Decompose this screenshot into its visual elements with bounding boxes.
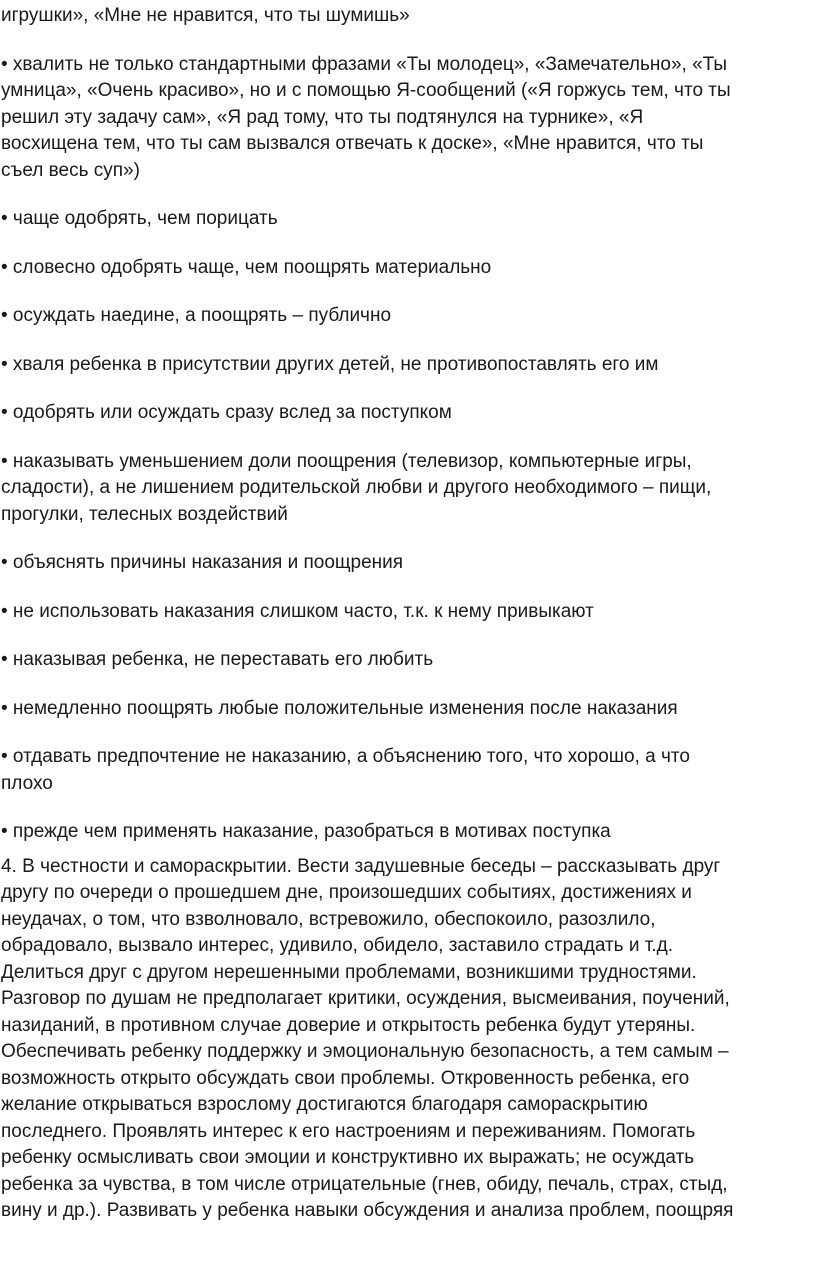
bullet-item	[0, 744, 816, 797]
bullet-item	[0, 599, 816, 626]
bullet-item	[0, 819, 816, 846]
text-line: возможность открыто обсуждать свои проблемы. Откровенность ребенка, его	[1, 1067, 690, 1089]
text-line: съел весь суп»)	[1, 159, 140, 181]
text-line: • одобрять или осуждать сразу вслед за поступком	[1, 402, 452, 423]
text-line: игрушки», «Мне не нравится, что ты шумишь»	[1, 5, 410, 26]
bullet-item	[0, 400, 816, 427]
intro-paragraph	[0, 0, 816, 30]
text-line: вину и др.). Развивать у ребенка навыки обсуждения и анализа проблем, поощряя	[1, 1200, 734, 1221]
text-line: • не использовать наказания слишком часто, т.к. к нему привыкают	[1, 600, 594, 622]
bullet-item	[0, 696, 816, 723]
text-line: • осуждать наедине, а поощрять – публично	[1, 305, 392, 326]
bullet-item	[0, 550, 816, 577]
text-line: желание открываться взрослому достигаются благодаря самораскрытию	[1, 1094, 648, 1115]
text-line: Разговор по душам не предполагает критики, осуждения, высмеивания, поучений,	[1, 988, 730, 1009]
text-line: Делиться друг с другом нерешенными проблемами, возникшими трудностями.	[1, 961, 697, 983]
text-line: • наказывать уменьшением доли поощрения (телевизор, компьютерные игры,	[1, 450, 692, 472]
text-line: • хваля ребенка в присутствии других детей, не противопоставлять его им	[1, 353, 659, 375]
text-line: сладости), а не лишением родительской любви и другого необходимого – пищи,	[1, 477, 712, 498]
text-line: • отдавать предпочтение не наказанию, а объяснению того, что хорошо, а что	[1, 746, 690, 767]
text-line: • хвалить не только стандартными фразами «Ты молодец», «Замечательно», «Ты	[1, 53, 728, 75]
text-line: прогулки, телесных воздействий	[1, 503, 288, 525]
bullet-item	[0, 303, 816, 330]
text-line: • объяснять причины наказания и поощрения	[1, 552, 404, 573]
text-line: • наказывая ребенка, не переставать его любить	[1, 649, 434, 670]
text-line: последнего. Проявлять интерес к его настроениям и переживаниям. Помогать	[1, 1120, 696, 1142]
text-line: ребенку осмысливать свои эмоции и конструктивно их выражать; не осуждать	[1, 1147, 695, 1168]
text-line: другу по очереди о прошедшем дне, произошедших событиях, достижениях и	[1, 882, 692, 903]
text-line: Обеспечивать ребенку поддержку и эмоциональную безопасность, а тем самым –	[1, 1041, 729, 1062]
text-line: ребенка за чувства, в том числе отрицательные (гнев, обиду, печаль, страх, стыд,	[1, 1173, 728, 1195]
text-line: 4. В честности и самораскрытии. Вести задушевные беседы – рассказывать друг	[1, 855, 721, 877]
text-line: • немедленно поощрять любые положительные изменения после наказания	[1, 697, 678, 719]
text-line: неудачах, о том, что взволновало, встревожило, обеспокоило, разозлило,	[1, 908, 656, 930]
bullet-item	[0, 352, 816, 379]
text-line: • словесно одобрять чаще, чем поощрять материально	[1, 256, 492, 278]
text-line: восхищена тем, что ты сам вызвался отвечать к доске», «Мне нравится, что ты	[1, 133, 704, 154]
bullet-item	[0, 647, 816, 674]
text-line: назиданий, в противном случае доверие и открытость ребенка будут утеряны.	[1, 1014, 696, 1036]
section-4-paragraph	[0, 846, 816, 1225]
text-line: обрадовало, вызвало интерес, удивило, обидело, заставило страдать и т.д.	[1, 935, 673, 956]
text-line: • чаще одобрять, чем порицать	[1, 208, 278, 229]
text-line: • прежде чем применять наказание, разобраться в мотивах поступка	[1, 821, 611, 842]
text-line: умница», «Очень красиво», но и с помощью Я-сообщений («Я горжусь тем, что ты	[1, 80, 731, 101]
bullet-item	[0, 206, 816, 233]
text-line: решил эту задачу сам», «Я рад тому, что ты подтянулся на турнике», «Я	[1, 106, 644, 128]
bullet-item-praise	[0, 52, 816, 185]
text-line: плохо	[1, 772, 53, 794]
bullet-item-punishment	[0, 449, 816, 529]
bullet-item	[0, 255, 816, 282]
